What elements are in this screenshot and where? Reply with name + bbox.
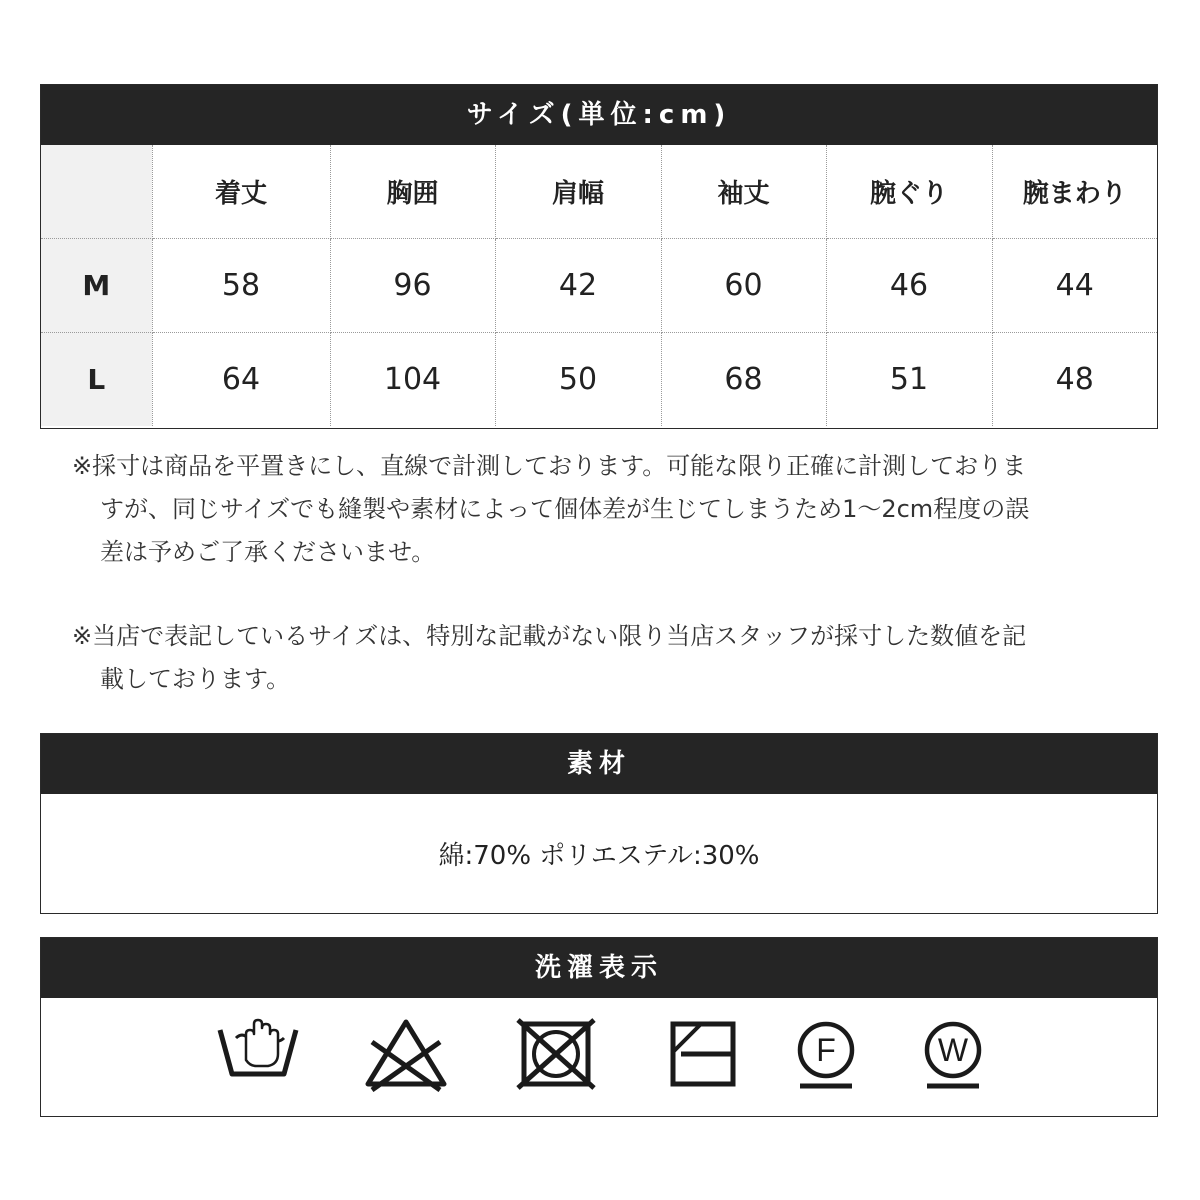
column-header: 腕ぐり bbox=[826, 145, 992, 239]
column-header: 袖丈 bbox=[661, 145, 826, 239]
dry-clean-f-icon bbox=[786, 1016, 870, 1092]
table-cell: 104 bbox=[330, 333, 495, 427]
table-corner-cell bbox=[41, 145, 152, 239]
table-cell: 96 bbox=[330, 239, 495, 333]
dry-clean-letter: F bbox=[816, 1032, 836, 1068]
care-section bbox=[40, 937, 1158, 1117]
table-cell: 64 bbox=[152, 333, 330, 427]
table-cell: 46 bbox=[826, 239, 992, 333]
table-row bbox=[41, 239, 1157, 333]
table-cell: 58 bbox=[152, 239, 330, 333]
size-section-title: サイズ(単位:cm) bbox=[41, 85, 1157, 145]
material-section bbox=[40, 733, 1158, 914]
column-header: 着丈 bbox=[152, 145, 330, 239]
measurement-note bbox=[72, 445, 1032, 574]
table-cell: 60 bbox=[661, 239, 826, 333]
table-cell: 68 bbox=[661, 333, 826, 427]
material-body bbox=[41, 794, 1157, 913]
table-row bbox=[41, 333, 1157, 427]
hand-wash-icon bbox=[216, 1016, 300, 1092]
care-icons bbox=[41, 998, 1157, 1116]
size-table bbox=[41, 145, 1157, 426]
column-header: 胸囲 bbox=[330, 145, 495, 239]
column-header: 腕まわり bbox=[992, 145, 1157, 239]
material-text: 綿:70% ポリエステル:30% bbox=[438, 841, 760, 871]
size-section bbox=[40, 84, 1158, 429]
wet-clean-letter: W bbox=[937, 1032, 969, 1068]
no-tumble-dry-icon bbox=[514, 1016, 598, 1092]
column-header: 肩幅 bbox=[495, 145, 661, 239]
line-dry-shade-icon bbox=[661, 1016, 745, 1092]
row-label: L bbox=[41, 333, 152, 427]
material-section-title: 素材 bbox=[41, 734, 1157, 794]
row-label: M bbox=[41, 239, 152, 333]
size-source-note bbox=[72, 615, 1032, 701]
table-cell: 44 bbox=[992, 239, 1157, 333]
wet-clean-w-icon bbox=[913, 1016, 997, 1092]
measurement-note-text: ※採寸は商品を平置きにし、直線で計測しております。可能な限り正確に計測しておりますが、同じサイズでも縫製や素材によって個体差が生じてしまうため1〜2cm程度の誤差は予めご了承くださいませ。 bbox=[72, 452, 1030, 566]
table-cell: 51 bbox=[826, 333, 992, 427]
table-cell: 48 bbox=[992, 333, 1157, 427]
table-cell: 42 bbox=[495, 239, 661, 333]
table-header-row bbox=[41, 145, 1157, 239]
care-section-title: 洗濯表示 bbox=[41, 938, 1157, 998]
table-cell: 50 bbox=[495, 333, 661, 427]
no-bleach-icon bbox=[364, 1016, 448, 1092]
size-source-note-text: ※当店で表記しているサイズは、特別な記載がない限り当店スタッフが採寸した数値を記載しております。 bbox=[72, 622, 1027, 693]
